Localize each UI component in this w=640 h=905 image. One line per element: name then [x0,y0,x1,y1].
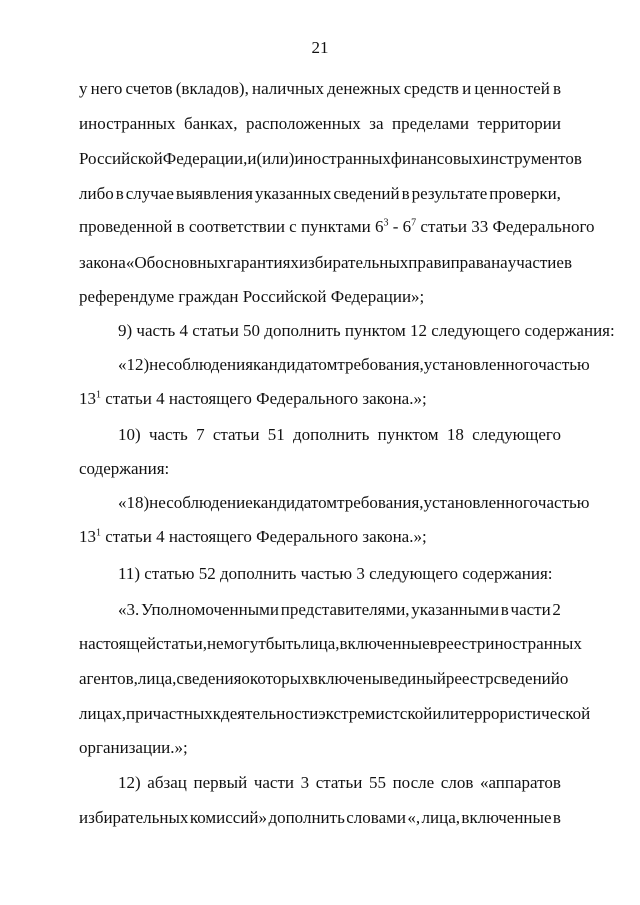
word: несоблюдения [149,355,254,374]
word: основных [155,253,227,272]
superscript-1: 3 [383,217,389,229]
text-line-14-part-a: 13 [79,527,96,546]
word: лицах, [79,704,126,723]
word: о [241,669,250,688]
word: статьи [315,773,363,792]
word: случае [125,184,174,203]
text-line-20: организации.»; [79,738,188,757]
word: (вкладов), [175,79,249,98]
text-line-19 [79,704,591,724]
word: лица, [421,808,461,827]
superscript-3: 1 [96,389,101,401]
word: наличных [252,79,324,98]
text-line-9 [118,355,590,375]
word: иностранных [294,149,391,168]
word: указанными [411,600,500,619]
word: «3. [118,600,140,619]
text-line-10-part-a: 13 [79,389,96,408]
word: за [369,114,384,133]
word: части [510,600,551,619]
word: сведений [493,669,560,688]
word: территории [477,114,561,133]
word: иностранных [79,114,176,133]
word: представителями, [280,600,410,619]
text-line-18 [79,669,569,689]
word: указанных [254,184,332,203]
word: или [432,704,459,723]
word: включенные [339,634,430,653]
word: лица, [301,634,340,653]
text-line-14 [79,527,427,547]
word: в [500,600,509,619]
word: требования, [337,493,424,512]
word: слов [440,773,474,792]
text-line-5-part-a: проведенной в соответствии с пунктами 6 [79,217,384,236]
word: ценностей [474,79,550,98]
word: банках, [183,114,238,133]
text-line-5 [79,217,595,237]
word: Федерации, [162,149,248,168]
word: в [552,808,561,827]
word: установленного [423,355,539,374]
word: средств [403,79,459,98]
word: пунктом [377,425,439,444]
word: словами [346,808,406,827]
word: либо [79,184,114,203]
word: Российской [79,149,163,168]
word: дополнить [292,425,370,444]
word: избирательных [79,808,189,827]
text-line-16 [118,600,561,620]
word: 18 [446,425,464,444]
word: реестр [437,634,486,653]
word: первый [193,773,248,792]
word: сведений [333,184,400,203]
word: дополнить [268,808,345,827]
word: сведения [176,669,242,688]
word: частью [537,493,590,512]
word: «18) [118,493,150,512]
word: него [90,79,123,98]
word: избирательных [298,253,409,272]
word: Уполномоченными [140,600,280,619]
text-line-10 [79,389,427,409]
word: в [429,634,438,653]
word: кандидатом [253,355,338,374]
word: абзац [147,773,187,792]
word: единый [391,669,446,688]
word: «, [407,808,421,827]
word: в [383,669,392,688]
word: 51 [267,425,285,444]
word: включены [309,669,384,688]
word: и [441,253,451,272]
word: финансовых [390,149,481,168]
word: инструментов [480,149,582,168]
word: в [563,253,572,272]
word: к [212,704,222,723]
word: и [462,79,472,98]
word: части [253,773,294,792]
word: в [115,184,124,203]
word: о [559,669,569,688]
word: прав [408,253,442,272]
word: после [392,773,435,792]
word: 3 [300,773,310,792]
text-line-7: референдуме граждан Российской Федерации»; [79,287,425,306]
text-line-12: содержания: [79,459,170,478]
word: пределами [391,114,469,133]
word: проверки, [489,184,561,203]
text-line-5-part-c: статьи 33 Федерального [416,217,595,236]
word: статьи [212,425,260,444]
word: которых [249,669,310,688]
text-line-22 [79,808,561,828]
superscript-2: 7 [411,217,417,229]
word: права [450,253,492,272]
superscript-4: 1 [96,527,101,539]
word: экстремистской [318,704,433,723]
word: включенные [461,808,552,827]
word: требования, [337,355,424,374]
word: реестр [445,669,494,688]
word: 2 [552,600,561,619]
word: частью [538,355,590,374]
word: гарантиях [226,253,299,272]
word: могут [223,634,266,653]
word: следующего [472,425,561,444]
word: 55 [368,773,386,792]
page-number: 21 [311,38,329,57]
word: закона [79,253,126,272]
word: деятельности [221,704,319,723]
word: статьи, [156,634,207,653]
text-line-8: 9) часть 4 статьи 50 дополнить пунктом 12 следующего содержания: [118,321,615,340]
word: в [401,184,410,203]
word: «аппаратов [479,773,561,792]
word: и [247,149,257,168]
word: причастных [125,704,213,723]
word: у [79,79,88,98]
text-line-2 [79,114,561,134]
text-line-15: 11) статью 52 дополнить частью 3 следующего содержания: [118,564,553,583]
word: денежных [327,79,401,98]
text-line-13 [118,493,590,513]
word: участие [507,253,564,272]
word: настоящей [79,634,157,653]
word: на [491,253,508,272]
word: лица, [137,669,177,688]
word: выявления [175,184,253,203]
word: кандидатом [252,493,338,512]
word: не [206,634,224,653]
text-line-21 [118,773,561,793]
text-line-11 [118,425,561,445]
word: часть [148,425,188,444]
text-line-3 [79,149,582,169]
word: 12) [118,773,141,792]
word: комиссий» [189,808,268,827]
word: 7 [196,425,205,444]
text-line-14-part-b: статьи 4 настоящего Федерального закона.»; [101,527,427,546]
word: результате [411,184,488,203]
text-line-1 [79,79,561,99]
word: иностранных [485,634,582,653]
word: террористической [459,704,591,723]
word: установленного [423,493,538,512]
text-line-10-part-b: статьи 4 настоящего Федерального закона.»; [101,389,427,408]
text-line-17 [79,634,582,654]
word: (или) [256,149,295,168]
word: «12) [118,355,150,374]
word: агентов, [79,669,138,688]
word: несоблюдение [149,493,253,512]
text-line-6 [79,253,572,273]
word: в [552,79,561,98]
word: быть [265,634,302,653]
word: «Об [125,253,156,272]
word: расположенных [246,114,361,133]
text-line-4 [79,184,561,204]
word: 10) [118,425,141,444]
text-line-5-part-b: - 6 [388,217,412,236]
word: счетов [125,79,173,98]
